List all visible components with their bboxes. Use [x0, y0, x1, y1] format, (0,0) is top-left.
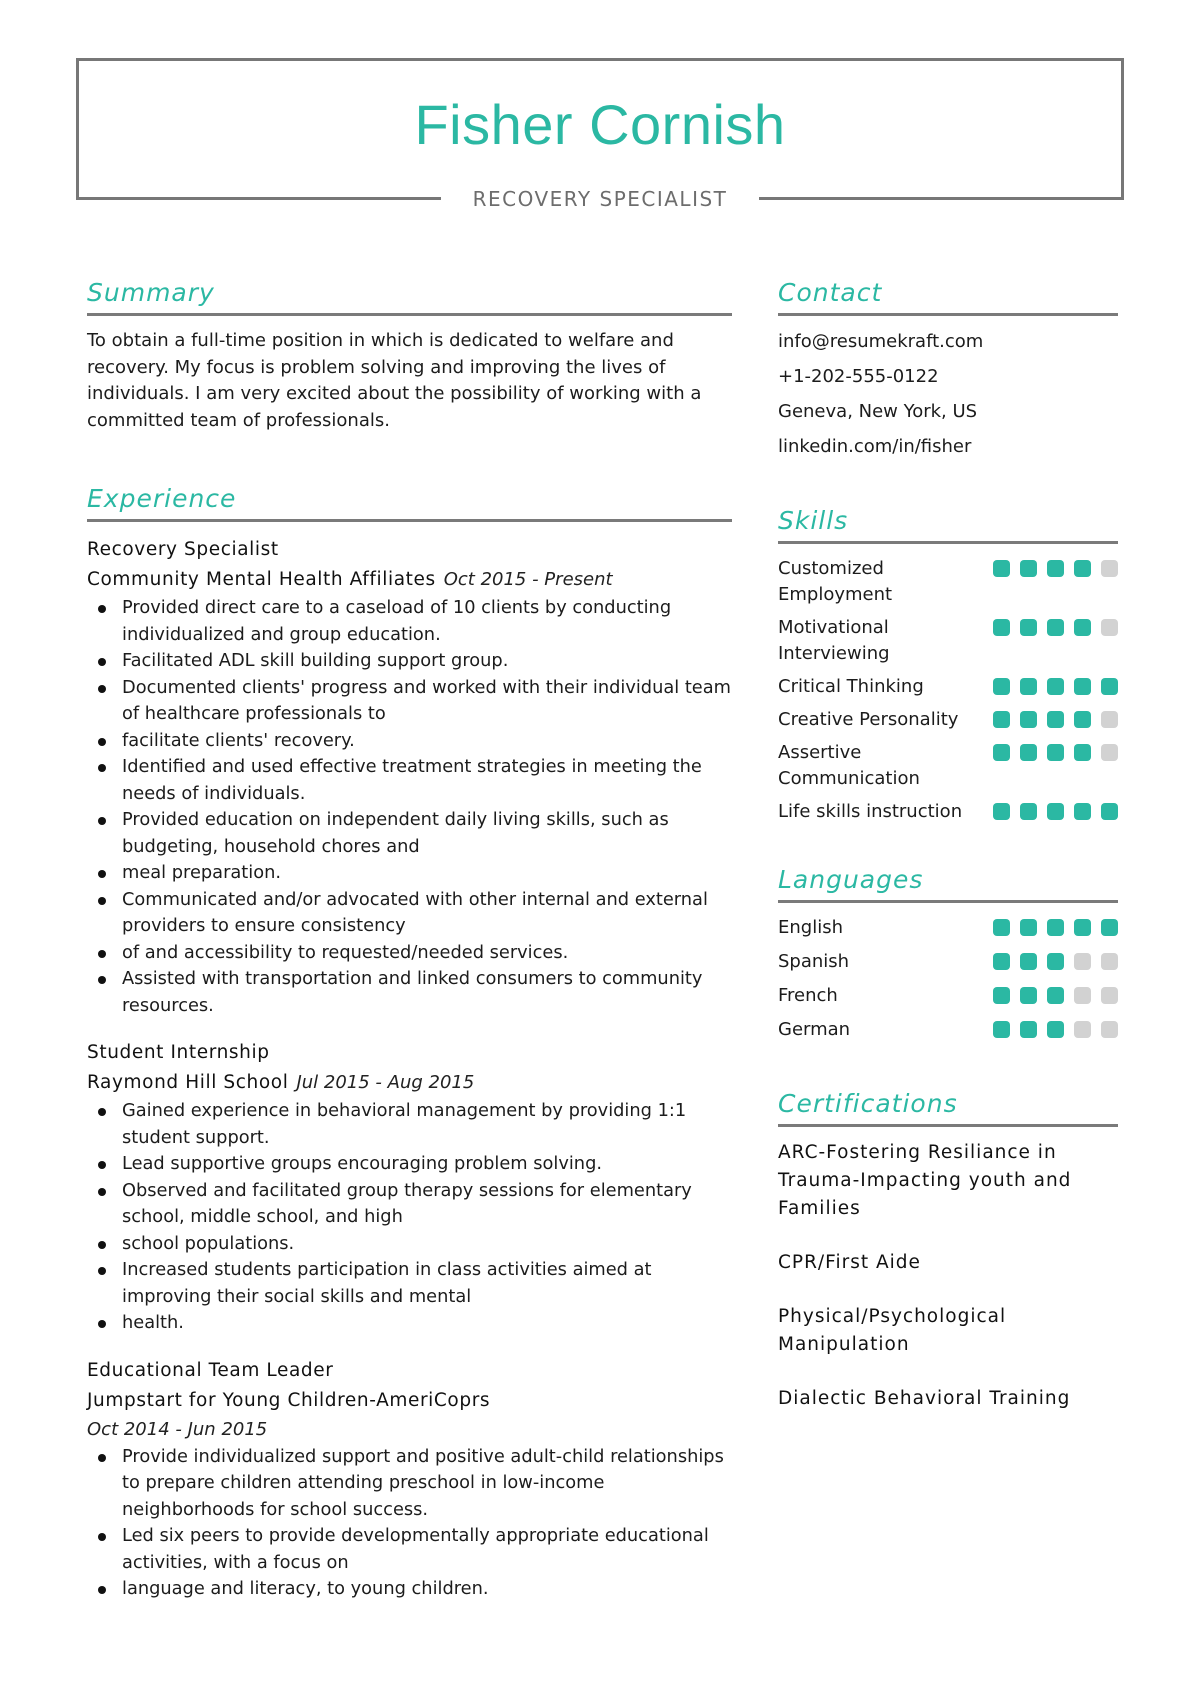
rating-empty-icon — [1101, 1021, 1118, 1038]
rating-label: Creative Personality — [778, 709, 959, 730]
rating-indicator — [993, 915, 1118, 936]
rating-row — [778, 799, 1118, 825]
rating-indicator — [993, 707, 1118, 728]
certification-item: ARC-Fostering Resiliance in Trauma-Impacting youth and Families — [778, 1142, 1072, 1219]
section-divider — [778, 541, 1118, 544]
job-bullet: meal preparation. — [87, 860, 732, 887]
section-heading-skills: Skills — [778, 506, 849, 535]
rating-row — [778, 674, 1118, 700]
job-company-line — [87, 1068, 732, 1098]
rating-label: English — [778, 917, 843, 938]
job-bullet: school populations. — [87, 1231, 732, 1258]
rating-filled-icon — [1047, 987, 1064, 1004]
contact-phone[interactable]: +1-202-555-0122 — [778, 366, 939, 387]
contact-location: Geneva, New York, US — [778, 401, 978, 422]
rating-filled-icon — [1047, 919, 1064, 936]
rating-filled-icon — [1047, 744, 1064, 761]
rating-filled-icon — [1020, 560, 1037, 577]
header-divider-left — [76, 197, 441, 200]
certifications-section — [778, 1087, 1118, 1413]
left-column — [87, 276, 732, 1621]
job-company: Jumpstart for Young Children-AmeriCoprs — [87, 1389, 491, 1411]
job-role: Educational Team Leader — [87, 1359, 334, 1381]
rating-filled-icon — [1101, 919, 1118, 936]
rating-empty-icon — [1101, 987, 1118, 1004]
section-divider — [778, 900, 1118, 903]
rating-filled-icon — [993, 678, 1010, 695]
rating-filled-icon — [1074, 744, 1091, 761]
rating-row — [778, 915, 1118, 941]
section-heading-contact: Contact — [778, 278, 883, 307]
rating-indicator — [993, 556, 1118, 577]
rating-label: Assertive Communication — [778, 742, 920, 789]
rating-filled-icon — [993, 619, 1010, 636]
header-divider-right — [759, 197, 1124, 200]
rating-label: Life skills instruction — [778, 801, 963, 822]
skills-section — [778, 504, 1118, 825]
job-bullet: Communicated and/or advocated with other internal and external providers to ensure consistency — [87, 887, 732, 940]
rating-row — [778, 615, 1118, 667]
rating-filled-icon — [1074, 678, 1091, 695]
job-bullet: Documented clients' progress and worked with their individual team of healthcare professionals to — [87, 675, 732, 728]
rating-filled-icon — [1047, 1021, 1064, 1038]
job-bullet: Observed and facilitated group therapy sessions for elementary school, middle school, and high — [87, 1178, 732, 1231]
languages-section — [778, 863, 1118, 1043]
rating-empty-icon — [1074, 987, 1091, 1004]
section-heading-certifications: Certifications — [778, 1089, 958, 1118]
contact-section — [778, 276, 1118, 464]
job-bullet: Provide individualized support and positive adult-child relationships to prepare children attending preschool in low-income neighborhoods for school success. — [87, 1444, 732, 1524]
job-bullet: facilitate clients' recovery. — [87, 728, 732, 755]
rating-filled-icon — [1047, 953, 1064, 970]
rating-filled-icon — [1101, 678, 1118, 695]
rating-indicator — [993, 1017, 1118, 1038]
job-bullets — [87, 1098, 732, 1337]
rating-indicator — [993, 799, 1118, 820]
rating-filled-icon — [1074, 919, 1091, 936]
rating-filled-icon — [1074, 803, 1091, 820]
languages-list — [778, 915, 1118, 1043]
job-bullet: health. — [87, 1310, 732, 1337]
job-entry — [87, 534, 732, 1019]
job-role: Recovery Specialist — [87, 539, 279, 560]
rating-filled-icon — [1047, 678, 1064, 695]
rating-filled-icon — [1047, 560, 1064, 577]
rating-row — [778, 983, 1118, 1009]
rating-filled-icon — [993, 711, 1010, 728]
job-bullet: Provided direct care to a caseload of 10 clients by conducting individualized and group education. — [87, 595, 732, 648]
rating-row — [778, 1017, 1118, 1043]
rating-filled-icon — [1020, 711, 1037, 728]
contact-email[interactable]: info@resumekraft.com — [778, 331, 984, 352]
section-divider — [87, 313, 732, 316]
rating-indicator — [993, 615, 1118, 636]
skills-list — [778, 556, 1118, 825]
job-bullet: Identified and used effective treatment strategies in meeting the needs of individuals. — [87, 754, 732, 807]
rating-empty-icon — [1101, 560, 1118, 577]
summary-section — [87, 276, 732, 434]
experience-section — [87, 482, 732, 1603]
rating-empty-icon — [1101, 619, 1118, 636]
rating-filled-icon — [1047, 619, 1064, 636]
rating-filled-icon — [993, 744, 1010, 761]
candidate-title: RECOVERY SPECIALIST — [472, 187, 728, 211]
rating-row — [778, 707, 1118, 733]
rating-label: Customized Employment — [778, 558, 893, 605]
rating-empty-icon — [1101, 711, 1118, 728]
rating-row — [778, 740, 1118, 792]
section-heading-languages: Languages — [778, 865, 924, 894]
rating-label: Motivational Interviewing — [778, 617, 890, 664]
rating-filled-icon — [993, 1021, 1010, 1038]
section-heading-experience: Experience — [87, 484, 237, 513]
rating-filled-icon — [993, 919, 1010, 936]
rating-empty-icon — [1074, 953, 1091, 970]
rating-filled-icon — [1020, 619, 1037, 636]
rating-filled-icon — [1047, 803, 1064, 820]
rating-filled-icon — [1020, 953, 1037, 970]
job-bullet: Lead supportive groups encouraging problem solving. — [87, 1151, 732, 1178]
rating-filled-icon — [1020, 744, 1037, 761]
rating-filled-icon — [1020, 678, 1037, 695]
rating-filled-icon — [993, 560, 1010, 577]
job-bullet: Assisted with transportation and linked consumers to community resources. — [87, 966, 732, 1019]
job-bullet: language and literacy, to young children. — [87, 1576, 732, 1603]
rating-filled-icon — [993, 987, 1010, 1004]
job-bullets — [87, 595, 732, 1019]
rating-filled-icon — [1020, 987, 1037, 1004]
job-entry — [87, 1037, 732, 1337]
rating-label: Critical Thinking — [778, 676, 924, 697]
job-dates: Oct 2015 - Present — [443, 569, 613, 590]
rating-row — [778, 556, 1118, 608]
rating-filled-icon — [1074, 560, 1091, 577]
section-divider — [778, 313, 1118, 316]
rating-row — [778, 949, 1118, 975]
job-company-line — [87, 565, 732, 595]
summary-text: To obtain a full-time position in which is dedicated to welfare and recovery. My focus is problem solving and improving the lives of individuals. I am very excited about the possibility of working with a committed team of professionals. — [87, 330, 702, 431]
job-bullet: Provided education on independent daily living skills, such as budgeting, household chores and — [87, 807, 732, 860]
rating-label: French — [778, 985, 838, 1006]
job-bullets — [87, 1444, 732, 1603]
rating-label: Spanish — [778, 951, 850, 972]
rating-indicator — [993, 674, 1118, 695]
rating-label: German — [778, 1019, 851, 1040]
job-company: Community Mental Health Affiliates — [87, 569, 436, 590]
certification-item: CPR/First Aide — [778, 1252, 921, 1273]
rating-filled-icon — [1074, 619, 1091, 636]
job-role: Student Internship — [87, 1042, 270, 1063]
contact-linkedin[interactable]: linkedin.com/in/fisher — [778, 436, 972, 457]
certification-item: Dialectic Behavioral Training — [778, 1388, 1071, 1409]
rating-filled-icon — [1101, 803, 1118, 820]
job-bullet: Gained experience in behavioral management by providing 1:1 student support. — [87, 1098, 732, 1151]
rating-empty-icon — [1101, 744, 1118, 761]
candidate-name: Fisher Cornish — [414, 93, 786, 156]
rating-empty-icon — [1074, 1021, 1091, 1038]
rating-empty-icon — [1101, 953, 1118, 970]
rating-filled-icon — [1020, 1021, 1037, 1038]
job-dates: Jul 2015 - Aug 2015 — [296, 1072, 475, 1093]
section-divider — [87, 519, 732, 522]
job-bullet: of and accessibility to requested/needed services. — [87, 940, 732, 967]
rating-indicator — [993, 740, 1118, 761]
job-bullet: Led six peers to provide developmentally appropriate educational activities, with a focus on — [87, 1523, 732, 1576]
job-company: Raymond Hill School — [87, 1072, 289, 1093]
rating-filled-icon — [993, 953, 1010, 970]
job-bullet: Increased students participation in class activities aimed at improving their social skills and mental — [87, 1257, 732, 1310]
rating-indicator — [993, 949, 1118, 970]
job-bullet: Facilitated ADL skill building support group. — [87, 648, 732, 675]
rating-filled-icon — [1020, 803, 1037, 820]
rating-filled-icon — [1074, 711, 1091, 728]
certification-item: Physical/Psychological Manipulation — [778, 1306, 1007, 1355]
section-heading-summary: Summary — [87, 278, 215, 307]
job-entry — [87, 1355, 732, 1603]
contact-list — [778, 324, 1118, 464]
section-divider — [778, 1124, 1118, 1127]
rating-filled-icon — [1047, 711, 1064, 728]
rating-filled-icon — [993, 803, 1010, 820]
rating-filled-icon — [1020, 919, 1037, 936]
rating-indicator — [993, 983, 1118, 1004]
right-column — [778, 276, 1118, 1439]
job-dates: Oct 2014 - Jun 2015 — [87, 1418, 268, 1440]
